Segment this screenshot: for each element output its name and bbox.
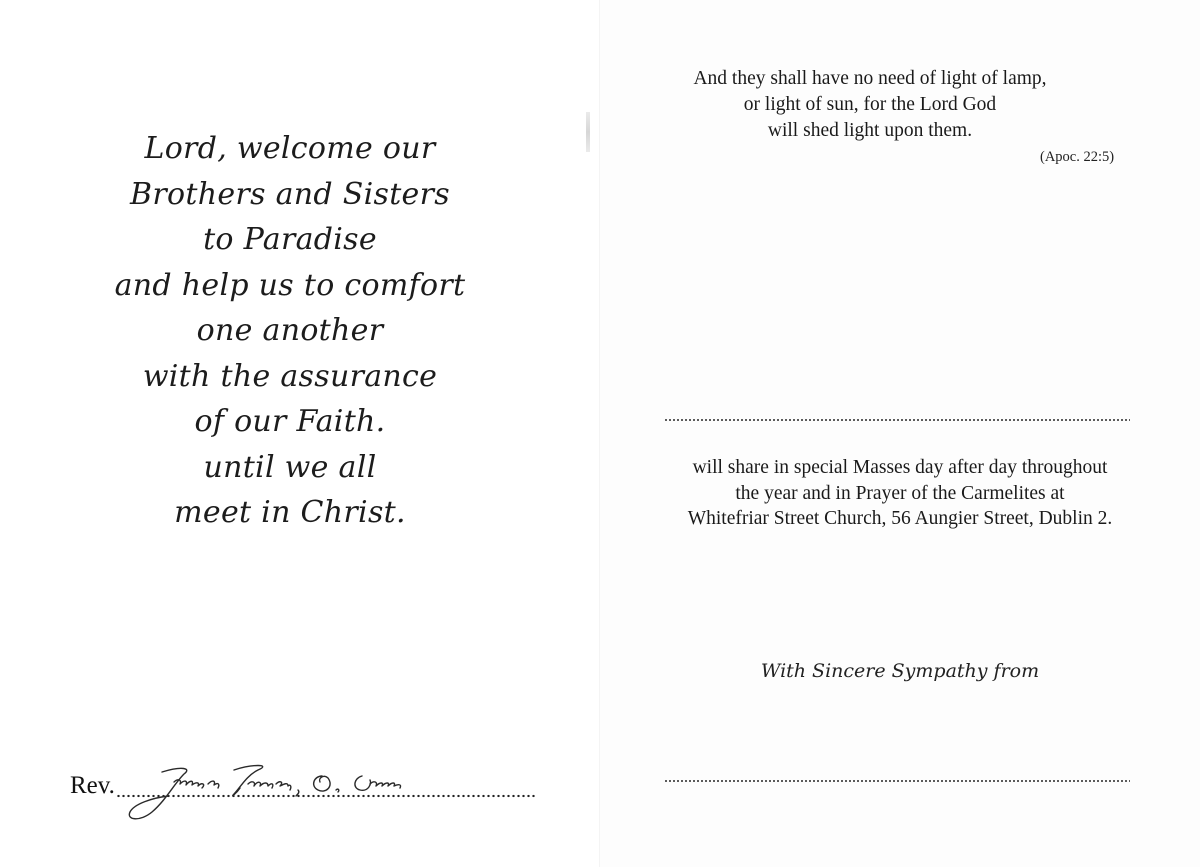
prayer-line: and help us to comfort xyxy=(114,267,466,303)
verse-citation: (Apoc. 22:5) xyxy=(1040,149,1115,165)
right-card-page xyxy=(600,0,1200,867)
prayer-line: one another xyxy=(196,313,384,348)
prayer-line: to Paradise xyxy=(203,222,377,257)
masses-line: Whitefriar Street Church, 56 Aungier Street, Dublin 2. xyxy=(687,508,1113,529)
masses-text xyxy=(650,455,1150,532)
prayer-line: Brothers and Sisters xyxy=(130,176,450,212)
sender-dotted-line xyxy=(664,779,1130,783)
verse-line: And they shall have no need of light of lamp, xyxy=(693,68,1047,89)
masses-line: will share in special Masses day after day throughout xyxy=(692,457,1108,478)
prayer-line: meet in Christ. xyxy=(174,495,406,530)
prayer-line: Lord, welcome our xyxy=(144,131,436,166)
verse-line: or light of sun, for the Lord God xyxy=(743,94,997,115)
scripture-verse xyxy=(690,66,1050,144)
prayer-line: with the assurance xyxy=(142,358,438,394)
rev-label: Rev. xyxy=(70,772,115,799)
paper-edge-mark xyxy=(586,112,590,152)
sympathy-heading: With Sincere Sympathy from xyxy=(760,660,1040,682)
prayer-line: until we all xyxy=(203,449,377,485)
name-dotted-line xyxy=(664,418,1130,422)
prayer-text xyxy=(0,126,580,536)
verse-line: will shed light upon them. xyxy=(767,120,973,141)
masses-line: the year and in Prayer of the Carmelites at xyxy=(735,482,1065,504)
handwritten-signature xyxy=(122,758,522,828)
signature-block xyxy=(70,766,540,826)
prayer-line: of our Faith. xyxy=(194,404,386,439)
